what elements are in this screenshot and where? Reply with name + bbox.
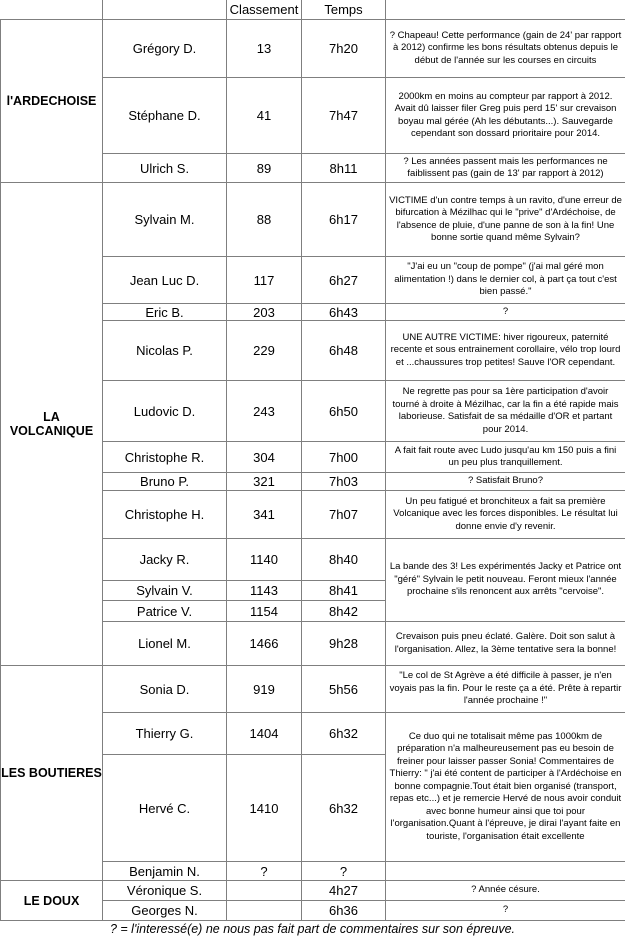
rider-name: Jacky R.: [103, 539, 227, 581]
rider-comment: ? Satisfait Bruno?: [386, 473, 625, 491]
rider-name: Nicolas P.: [103, 321, 227, 381]
rider-time: 7h47: [302, 78, 386, 154]
table-row: [1, 20, 625, 78]
rider-rank: 1154: [227, 601, 302, 622]
rider-name: Eric B.: [103, 304, 227, 321]
rider-comment: "Le col de St Agrève a été difficile à passer, je n'en voyais pas la fin. Pour le reste ça a été. Prête à repartir l'année prochaine !": [386, 666, 625, 713]
rider-rank: 1410: [227, 755, 302, 862]
rider-name: Sylvain V.: [103, 581, 227, 601]
rider-time: 8h41: [302, 581, 386, 601]
rider-comment: ?: [386, 901, 625, 921]
rider-rank: 203: [227, 304, 302, 321]
rider-time: 6h32: [302, 755, 386, 862]
rider-comment: Un peu fatigué et bronchiteux a fait sa première Volcanique avec les forces disponibles. Le résultat lui donne envie d'y revenir.: [386, 491, 625, 539]
rider-rank: 88: [227, 183, 302, 257]
header-blank-2: [103, 0, 227, 20]
rider-comment: ? Année césure.: [386, 881, 625, 901]
rider-name: Hervé C.: [103, 755, 227, 862]
header-classement: Classement: [227, 0, 302, 20]
rider-name: Sylvain M.: [103, 183, 227, 257]
rider-rank: 1143: [227, 581, 302, 601]
rider-rank: 341: [227, 491, 302, 539]
rider-comment: Ce duo qui ne totalisait même pas 1000km de préparation n'a malheureusement pas eu besoin de freiner pour laisser passer Sonia! Commentaires de Thierry: " j'ai été content de participer à l'Ardéchoise en bonne compagnie.Tout était bien organisé (transport, repas etc...) et je remercie Hervé de nous avoir conduit avec bonne humeur ainsi que toi pour l'organisation.Quant à l'épreuve, je dirai l'ayant faite en touriste, l'organisation était excellente: [386, 713, 625, 862]
course-name: LE DOUX: [1, 881, 103, 921]
rider-time: 7h00: [302, 442, 386, 473]
rider-comment: "J'ai eu un "coup de pompe" (j'ai mal géré mon alimentation !) dans le dernier col, à part ça tout c'est bien passé.": [386, 257, 625, 304]
rider-name: Benjamin N.: [103, 862, 227, 881]
rider-time: 7h07: [302, 491, 386, 539]
table-row: [1, 183, 625, 257]
rider-comment: ?: [386, 304, 625, 321]
course-name: LA VOLCANIQUE: [1, 183, 103, 666]
rider-time: 6h43: [302, 304, 386, 321]
rider-time: 6h32: [302, 713, 386, 755]
rider-time: 5h56: [302, 666, 386, 713]
rider-name: Véronique S.: [103, 881, 227, 901]
rider-name: Bruno P.: [103, 473, 227, 491]
rider-name: Georges N.: [103, 901, 227, 921]
rider-name: Sonia D.: [103, 666, 227, 713]
rider-comment: UNE AUTRE VICTIME: hiver rigoureux, paternité recente et sous entrainement corollaire, vélo trop lourd et ...chaussures trop petites! Sauve l'OR cependant.: [386, 321, 625, 381]
rider-rank: 919: [227, 666, 302, 713]
rider-comment: VICTIME d'un contre temps à un ravito, d'une erreur de bifurcation à Mézilhac qui le "prive" d'Ardéchoise, de l'absence de pluie, d'une panne de son à la fin! Une bonne sortie quand même Sylvain?: [386, 183, 625, 257]
rider-rank: 1140: [227, 539, 302, 581]
rider-comment: Ne regrette pas pour sa 1ère participation d'avoir tourné à droite à Mézilhac, car la fin a été rapide mais laborieuse. Satisfait de sa médaille d'OR et partant pour 2014.: [386, 381, 625, 442]
header-blank: [1, 0, 103, 20]
rider-name: Stéphane D.: [103, 78, 227, 154]
rider-rank: [227, 901, 302, 921]
rider-name: Ludovic D.: [103, 381, 227, 442]
rider-comment: ? Les années passent mais les performances ne faiblissent pas (gain de 13' par rapport à 2012): [386, 154, 625, 183]
rider-time: 8h11: [302, 154, 386, 183]
rider-name: Patrice V.: [103, 601, 227, 622]
rider-rank: 243: [227, 381, 302, 442]
rider-time: 7h20: [302, 20, 386, 78]
rider-name: Ulrich S.: [103, 154, 227, 183]
rider-name: Lionel M.: [103, 622, 227, 666]
course-name: LES BOUTIERES: [1, 666, 103, 881]
rider-time: 9h28: [302, 622, 386, 666]
rider-name: Grégory D.: [103, 20, 227, 78]
rider-time: 6h48: [302, 321, 386, 381]
header-temps: Temps: [302, 0, 386, 20]
table-row: [1, 666, 625, 713]
rider-rank: 1404: [227, 713, 302, 755]
rider-time: 6h17: [302, 183, 386, 257]
rider-rank: 13: [227, 20, 302, 78]
rider-name: Jean Luc D.: [103, 257, 227, 304]
header-row: [1, 0, 625, 20]
rider-comment: Crevaison puis pneu éclaté. Galère. Doit son salut à l'organisation. Allez, la 3ème tentative sera la bonne!: [386, 622, 625, 666]
rider-rank: 304: [227, 442, 302, 473]
rider-time: 8h40: [302, 539, 386, 581]
rider-comment: A fait fait route avec Ludo jusqu'au km 150 puis a fini un peu plus tranquillement.: [386, 442, 625, 473]
rider-time: ?: [302, 862, 386, 881]
rider-rank: 321: [227, 473, 302, 491]
course-name: l'ARDECHOISE: [1, 20, 103, 183]
rider-name: Christophe R.: [103, 442, 227, 473]
rider-rank: 41: [227, 78, 302, 154]
rider-rank: 89: [227, 154, 302, 183]
rider-time: 6h36: [302, 901, 386, 921]
rider-time: 8h42: [302, 601, 386, 622]
rider-comment: 2000km en moins au compteur par rapport à 2012. Avait dû laisser filer Greg puis perd 15' sur crevaison boyau mal gérée (Ah les débutants...). Sauvegarde cependant son dossard prioritaire pour 2014.: [386, 78, 625, 154]
footnote: ? = l'interessé(e) ne nous pas fait part de commentaires sur son épreuve.: [109, 922, 516, 936]
rider-time: 4h27: [302, 881, 386, 901]
rider-time: 6h27: [302, 257, 386, 304]
rider-rank: ?: [227, 862, 302, 881]
rider-name: Thierry G.: [103, 713, 227, 755]
header-blank-3: [386, 0, 625, 20]
rider-comment: La bande des 3! Les expérimentés Jacky et Patrice ont "géré" Sylvain le petit nouveau. Feront mieux l'année prochaine s'ils renoncent aux arrêts "cervoise".: [386, 539, 625, 622]
rider-name: Christophe H.: [103, 491, 227, 539]
rider-time: 6h50: [302, 381, 386, 442]
rider-rank: 117: [227, 257, 302, 304]
rider-rank: 1466: [227, 622, 302, 666]
rider-comment: [386, 862, 625, 881]
rider-rank: 229: [227, 321, 302, 381]
rider-comment: ? Chapeau! Cette performance (gain de 24' par rapport à 2012) confirme les bons résultats obtenus depuis le début de l'année sur les courses en circuits: [386, 20, 625, 78]
table-row: [1, 881, 625, 901]
rider-rank: [227, 881, 302, 901]
rider-time: 7h03: [302, 473, 386, 491]
